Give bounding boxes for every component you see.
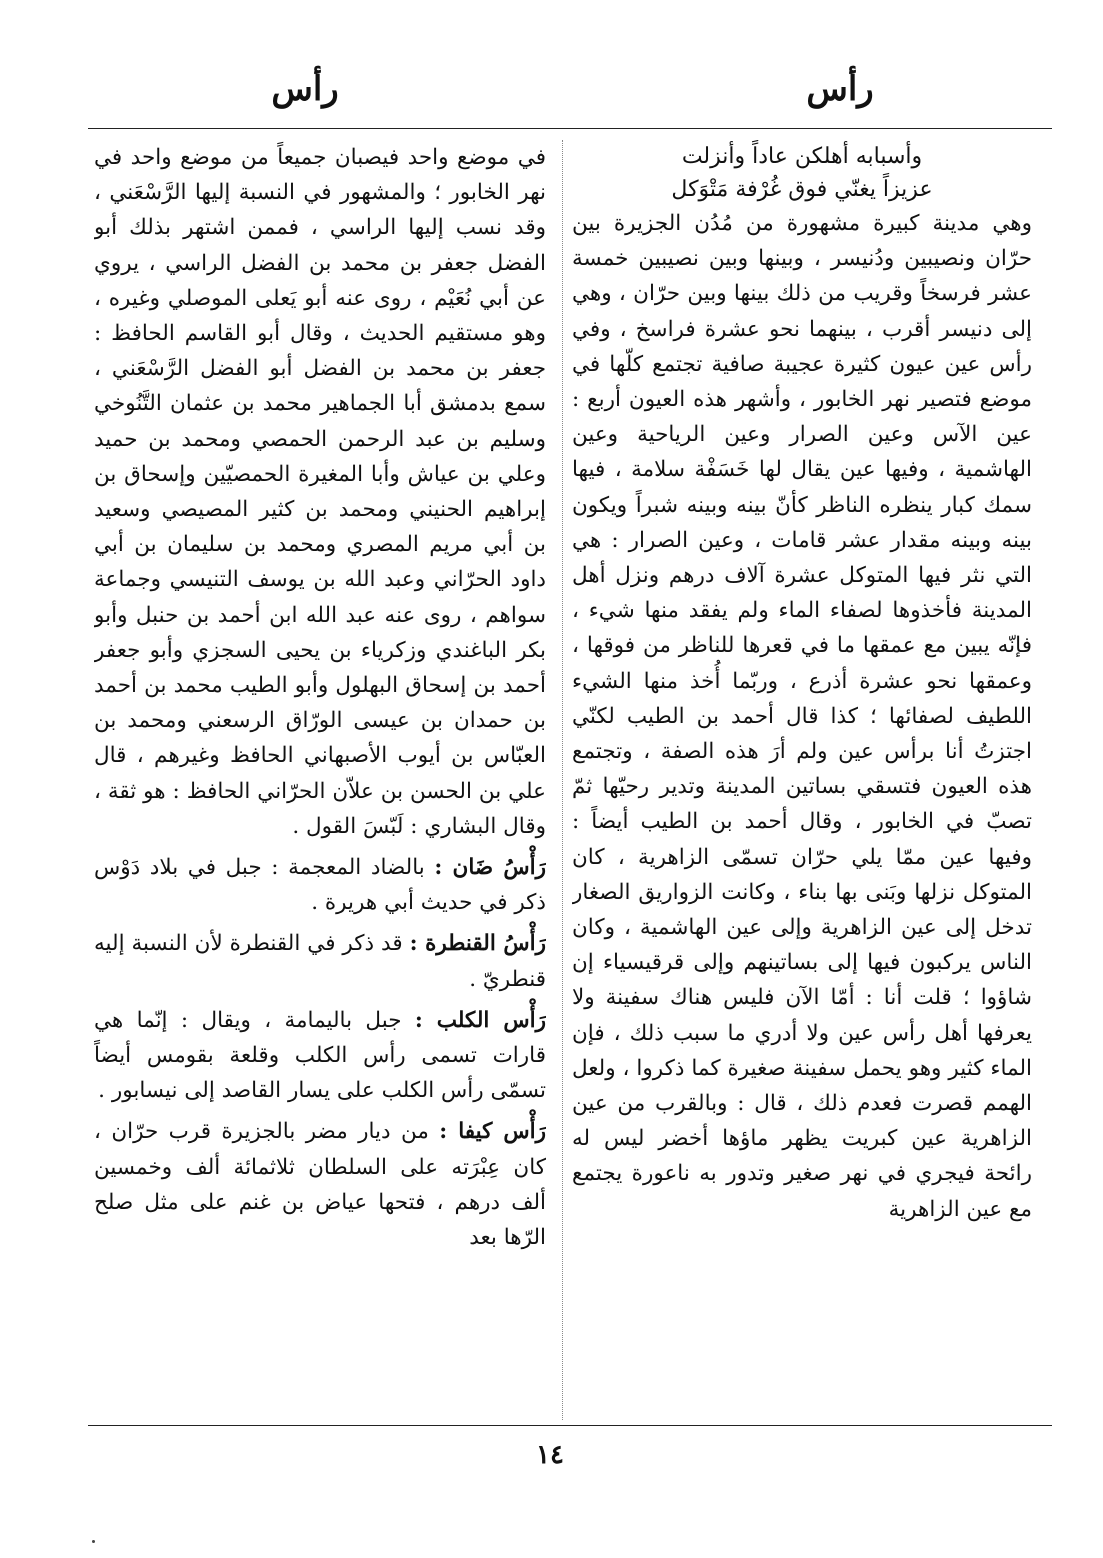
entry-ras-kayfa — [94, 1114, 546, 1255]
header-rule — [88, 128, 1052, 129]
entry-text: من ديار مضر بالجزيرة قرب حرّان ، كان عِبْرَته على السلطان ثلاثمائة ألف وخمسين ألف درهم ، فتحها عياض بن غنم على مثل صلح الرّها بعد — [94, 1119, 546, 1251]
entry-ras-dan — [94, 850, 546, 920]
entry-headword: رَأْس الكلب : — [414, 1007, 546, 1033]
entry-headword: رَأْسُ القنطرة : — [409, 931, 546, 957]
entry-text: قد ذكر في القنطرة لأن النسبة إليه قنطريّ . — [94, 931, 546, 992]
right-column — [572, 140, 1032, 1420]
footer-rule — [88, 1425, 1052, 1426]
entry-text: بالضاد المعجمة : جبل في بلاد دَوْس ذكر في حديث أبي هريرة . — [94, 855, 546, 916]
entry-headword: رَأْس كيفا : — [439, 1119, 546, 1145]
left-column — [94, 140, 546, 1420]
page-number: ١٤ — [536, 1440, 564, 1470]
entry-ras-alqantara — [94, 926, 546, 996]
entry-ras-alkalb — [94, 1003, 546, 1109]
verse-line-1: وأسبابه أهلكن عاداً وأنزلت — [681, 144, 923, 169]
left-column-paragraph: في موضع واحد فيصبان جميعاً من موضع واحد في نهر الخابور ؛ والمشهور في النسبة إليها الرَّسْعَني ، وقد نسب إليها الراسي ، فممن اشتهر بذلك أبو الفضل جعفر بن محمد بن الفضل الراسي ، يروي عن أبي نُعَيْم ، روى عنه أبو يَعلى الموصلي وغيره ، وهو مستقيم الحديث ، وقال أبو القاسم الحافظ : جعفر بن محمد بن الفضل أبو الفضل الرَّسْعَني ، سمع بدمشق أبا الجماهير محمد بن عثمان التَّنُوخي وسليم بن عبد الرحمن الحمصي ومحمد بن حميد وعلي بن عياش وأبا المغيرة الحمصيّين وإسحاق بن إبراهيم الحنيني ومحمد بن كثير المصيصي وسعيد بن أبي مريم المصري ومحمد بن سليمان بن أبي داود الحرّاني وعبد الله بن يوسف التنيسي وجماعة سواهم ، روى عنه عبد الله ابن أحمد بن حنبل وأبو بكر الباغندي وزكرياء بن يحيى السجزي وأبو جعفر أحمد بن إسحاق البهلول وأبو الطيب محمد بن أحمد بن حمدان بن عيسى الورّاق الرسعني ومحمد بن العبّاس بن أيوب الأصبهاني الحافظ وغيرهم ، قال علي بن الحسن بن علاّن الحرّاني الحافظ : هو ثقة ، وقال البشاري : لَبّسَ القول . — [94, 145, 546, 839]
right-column-paragraph: وهي مدينة كبيرة مشهورة من مُدُن الجزيرة بين حرّان ونصيبين ودُنيسر ، وبينها وبين نصيبين خمسة عشر فرسخاً وقريب من ذلك بينها وبين حرّان ، وهي إلى دنيسر أقرب ، بينهما نحو عشرة فراسخ ، وفي رأس عين عيون كثيرة عجيبة صافية تجتمع كلّها في موضع فتصير نهر الخابور ، وأشهر هذه العيون أربع : عين الآس وعين الصرار وعين الرياحية وعين الهاشمية ، وفيها عين يقال لها خَسَفْة سلامة ، فيها سمك كبار ينظره الناظر كأنّ بينه وبينه شبراً ويكون بينه وبينه مقدار عشر قامات ، وعين الصرار : هي التي نثر فيها المتوكل عشرة آلاف درهم ونزل أهل المدينة فأخذوها لصفاء الماء ولم يفقد منها شيء ، فإنّه يبين مع عمقها ما في قعرها للناظر من فوقها ، وعمقها نحو عشرة أذرع ، وربّما أُخذ منها الشيء اللطيف لصفائها ؛ كذا قال أحمد بن الطيب لكنّي اجتزتُ أنا برأس عين ولم أرَ هذه الصفة ، وتجتمع هذه العيون فتسقي بساتين المدينة وتدير رحيّها ثمّ تصبّ في الخابور ، وقال أحمد بن الطيب أيضاً : وفيها عين ممّا يلي حرّان تسمّى الزاهرية ، كان المتوكل نزلها وبَنى بها بناء ، وكانت الزواريق الصغار تدخل إلى عين الزاهرية وإلى عين الهاشمية ، وكان الناس يركبون فيها إلى بساتينهم وإلى قرقيسياء إن شاؤوا ؛ قلت أنا : أمّا الآن فليس هناك سفينة ولا يعرفها أهل رأس عين ولا أدري ما سبب ذلك ، فإن الماء كثير وهو يحمل سفينة صغيرة كما ذكروا ، ولعل الهمم قصرت فعدم ذلك ، قال : وبالقرب من عين الزاهرية عين كبريت يظهر ماؤها أخضر ليس له رائحة فيجري في نهر صغير وتدور به ناعورة يجتمع مع عين الزاهرية — [572, 211, 1032, 1222]
entry-headword: رَأْسُ ضَان : — [434, 855, 546, 881]
running-header-right: رأس — [806, 69, 874, 109]
verse-line-2: عزيزاً يغنّي فوق غُرْفة مَتْوَكل — [671, 177, 933, 202]
scan-speck — [92, 1540, 95, 1543]
running-header-left: رأس — [271, 69, 339, 109]
column-separator — [562, 140, 563, 1420]
entry-text: جبل باليمامة ، ويقال : إنّما هي قارات تسمى رأس الكلب وقلعة بقومس أيضاً تسمّى رأس الكلب على يسار القاصد إلى نيسابور . — [94, 1007, 546, 1104]
